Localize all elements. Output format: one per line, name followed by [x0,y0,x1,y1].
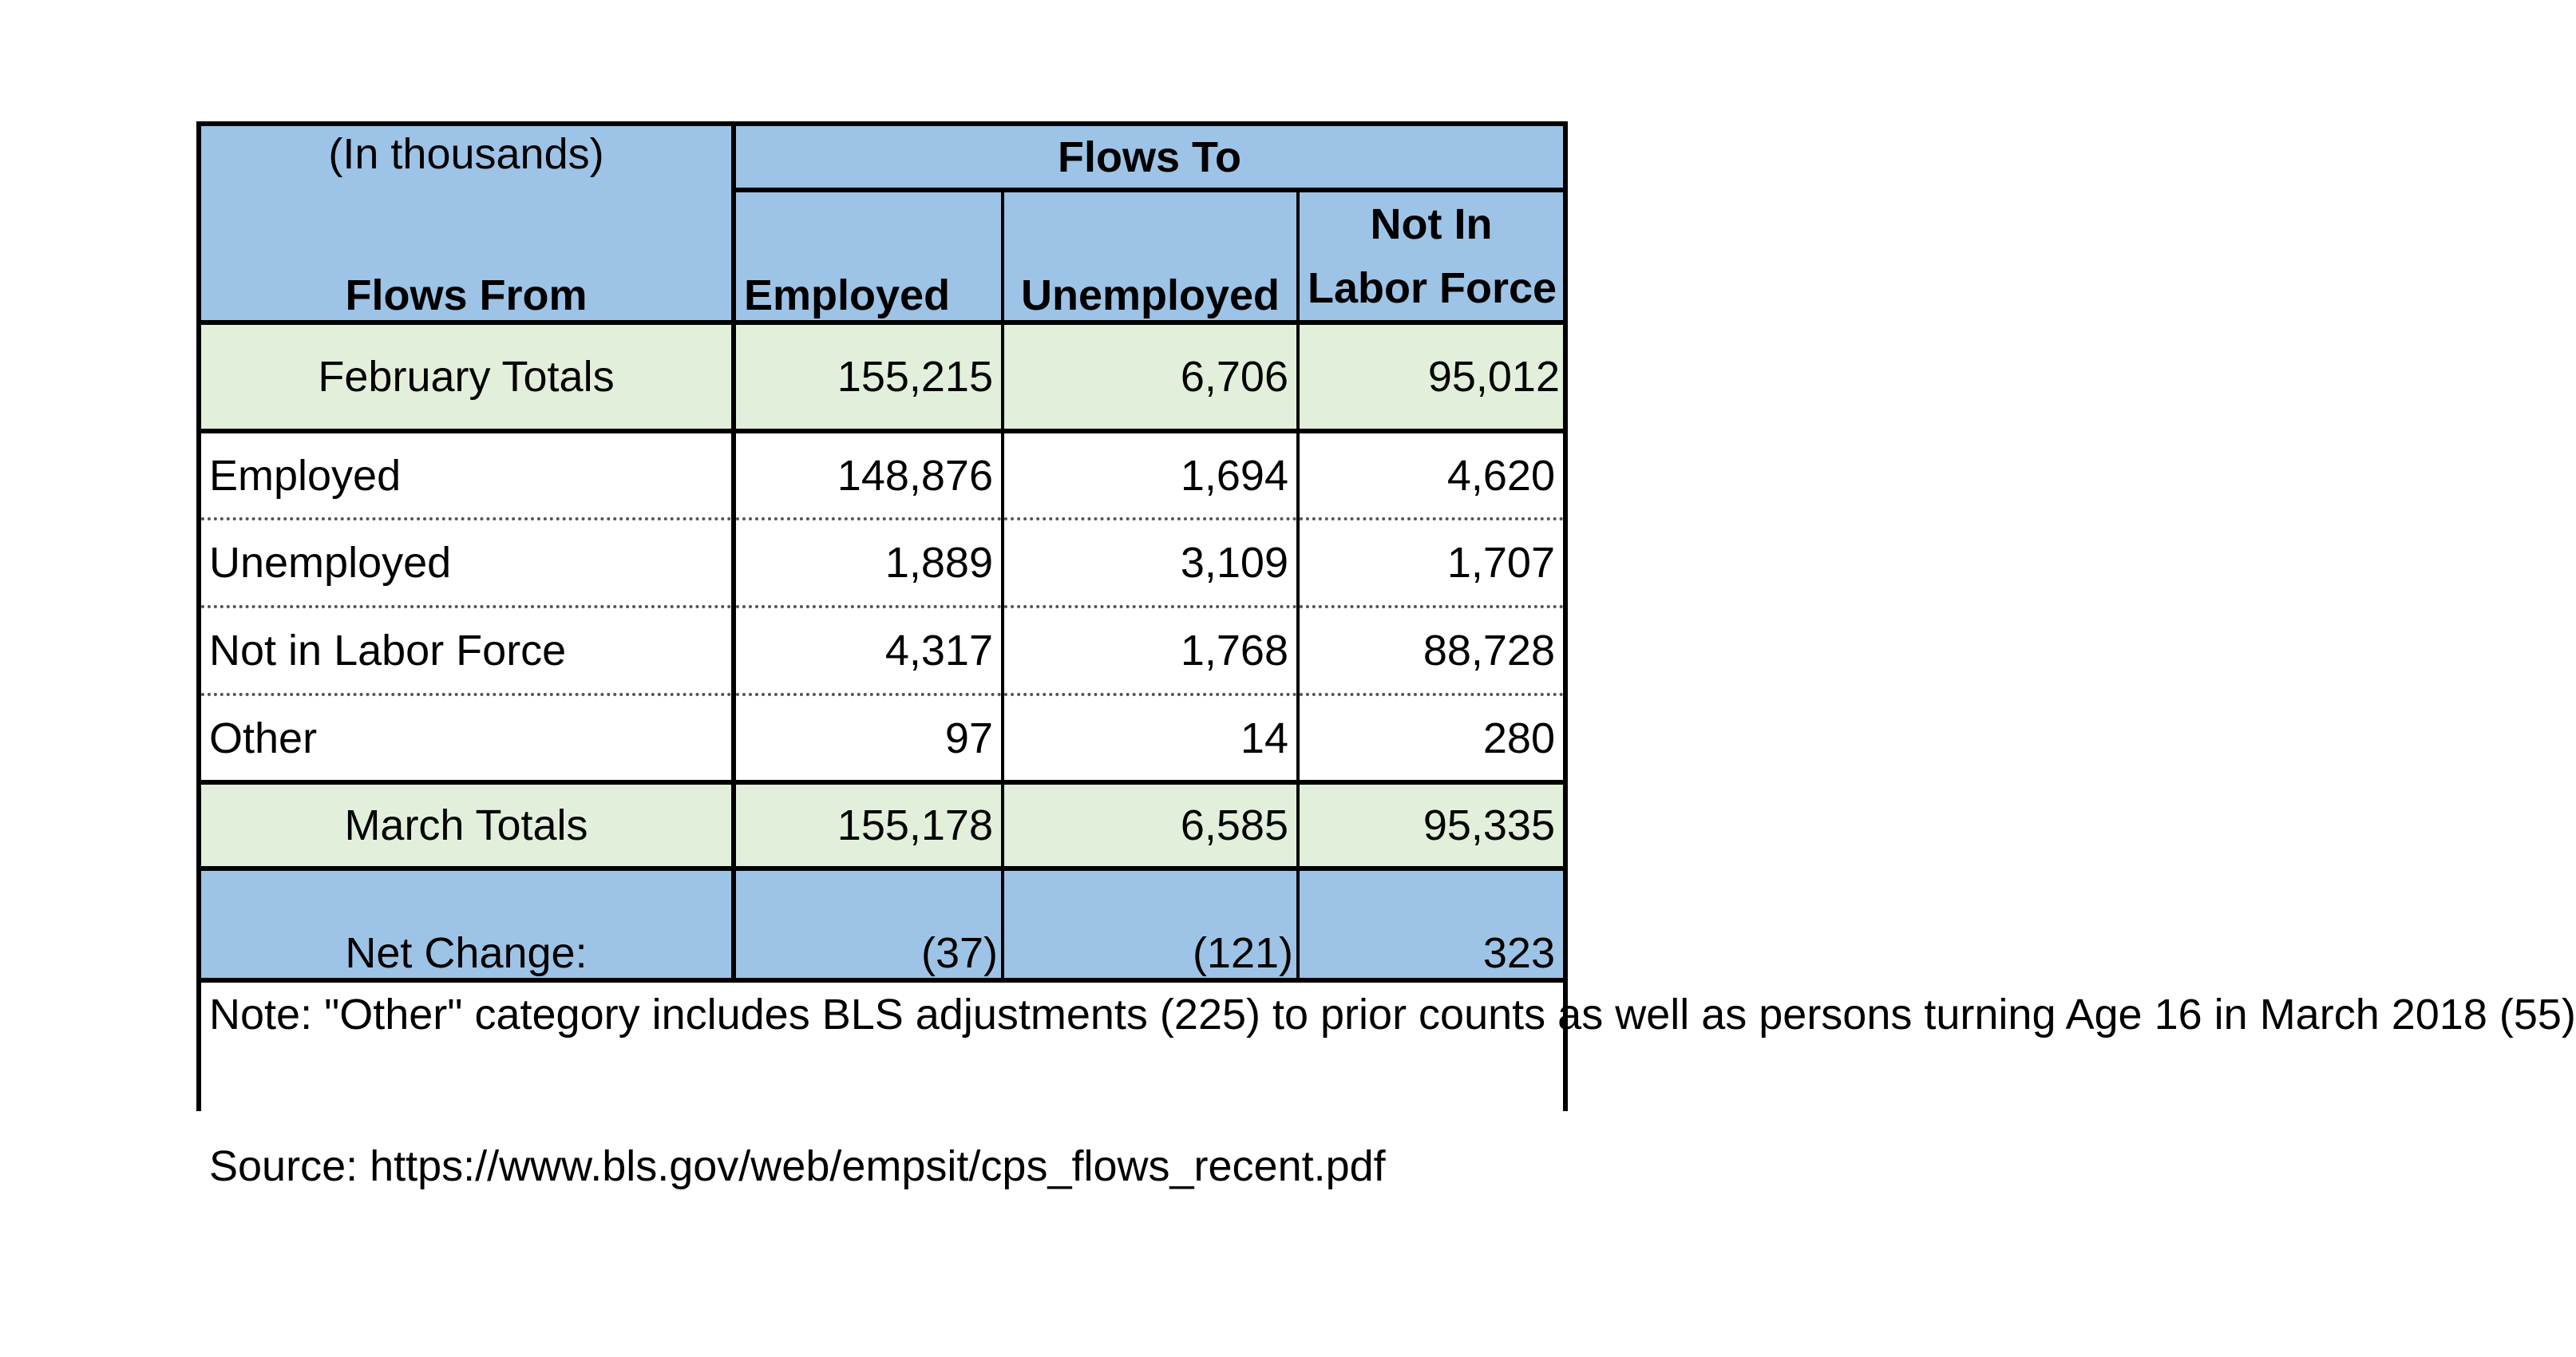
col-header-not-in-labor-force [1298,190,1563,322]
march-totals-row [201,782,1563,868]
cell-employed: 97 [734,694,1003,782]
net-change-nilf: 323 [1298,868,1563,980]
col-header-nilf-line2: Labor Force [1308,264,1557,312]
february-nilf: 95,012 [1298,322,1563,431]
cell-nilf: 1,707 [1298,519,1563,607]
flows-table [201,126,2576,1116]
source-citation: Source: https://www.bls.gov/web/empsit/cps_flows_recent.pdf [209,1142,1386,1190]
table-row [201,519,1563,607]
march-unemployed: 6,585 [1003,782,1298,868]
february-label: February Totals [201,322,734,431]
cell-employed: 1,889 [734,519,1003,607]
net-change-row [201,868,1563,980]
february-unemployed: 6,706 [1003,322,1298,431]
row-label: Employed [201,431,734,519]
cell-unemployed: 1,768 [1003,607,1298,694]
march-nilf: 95,335 [1298,782,1563,868]
cell-unemployed: 3,109 [1003,519,1298,607]
net-change-unemployed: (121) [1003,868,1298,980]
net-change-employed: (37) [734,868,1003,980]
cell-employed: 4,317 [734,607,1003,694]
march-employed: 155,178 [734,782,1003,868]
header-row-bottom [201,190,1563,322]
row-label: Other [201,694,734,782]
units-label: (In thousands) [201,126,734,190]
row-label: Unemployed [201,519,734,607]
cell-unemployed: 1,694 [1003,431,1298,519]
table-row [201,694,1563,782]
february-employed: 155,215 [734,322,1003,431]
col-header-unemployed: Unemployed [1003,190,1298,322]
col-header-employed: Employed [734,190,1003,322]
flows-from-header: Flows From [201,190,734,322]
net-change-label: Net Change: [201,868,734,980]
cell-nilf: 4,620 [1298,431,1563,519]
row-label: Not in Labor Force [201,607,734,694]
february-totals-row [201,322,1563,431]
note-row [201,980,1563,1116]
flows-to-header: Flows To [734,126,1563,190]
table-row [201,431,1563,519]
header-row-top [201,126,1563,190]
cell-employed: 148,876 [734,431,1003,519]
cell-nilf: 88,728 [1298,607,1563,694]
cell-unemployed: 14 [1003,694,1298,782]
cell-nilf: 280 [1298,694,1563,782]
march-label: March Totals [201,782,734,868]
note-text: Note: "Other" category includes BLS adjustments (225) to prior counts as well as persons turning Age 16 in March 2018 (55) [201,980,1563,1116]
table-row [201,607,1563,694]
col-header-nilf-line1: Not In [1370,200,1493,248]
labor-flows-table [196,121,2576,1111]
